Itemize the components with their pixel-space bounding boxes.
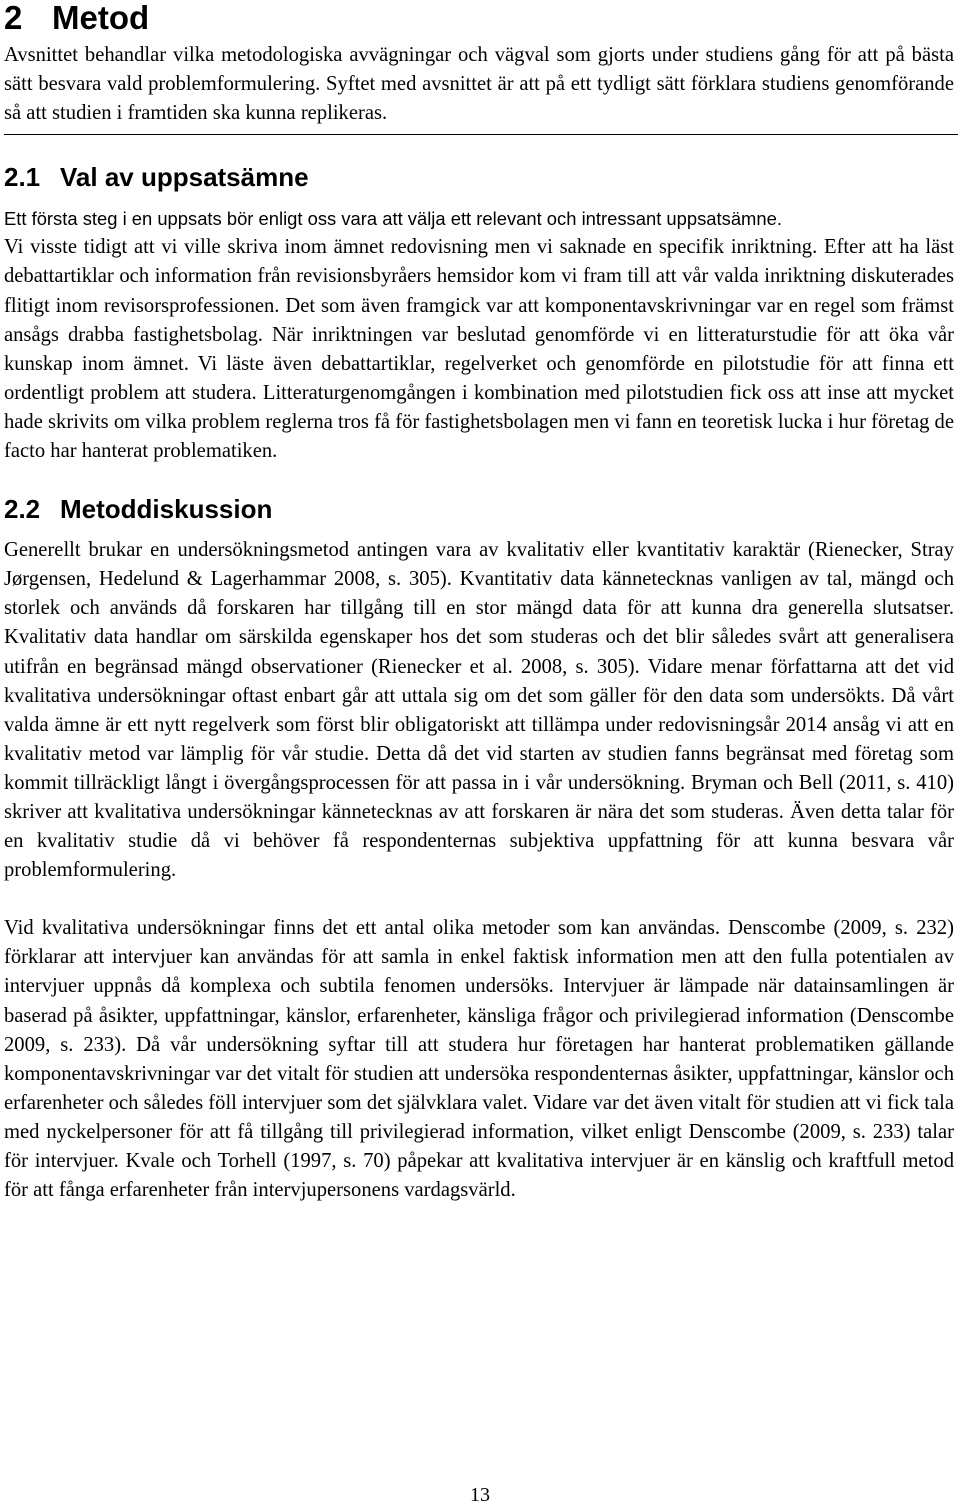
section-2-1-first-line: Ett första steg i en uppsats bör enligt oss vara att välja ett relevant och intressant uppsatsämne. [4, 208, 782, 230]
chapter-intro-paragraph: Avsnittet behandlar vilka metodologiska avvägningar och vägval som gjorts under studiens gång för att på bästa sätt besvara vald problemformulering. Syftet med avsnittet är att på ett tydligt sätt förklara studiens genomförande så att studien i framtiden ska kunna replikeras. [4, 44, 954, 125]
section-2-1-title: Val av uppsatsämne [60, 162, 309, 193]
chapter-number: 2 [4, 0, 23, 36]
section-2-2-paragraph-2: Vid kvalitativa undersökningar finns det ett antal olika metoder som kan användas. Denscombe (2009, s. 232) förklarar att intervjuer kan användas för att samla in enkel faktisk information men att den fulla potentialen av intervjuer uppnås då komplexa och subtila fenomen undersöks. Intervjuer är lämpade när datainsamlingen är baserad på åsikter, uppfattningar, känslor, erfarenheter, känsliga frågor och privilegierad information (Denscombe 2009, s. 233). Då vår undersökning syftar till att studera hur företagen har hanterat problematiken gällande komponentavskrivningar var det vitalt för studien att undersöka respondenternas åsikter, uppfattningar, känslor och erfarenheter och således föll intervjuer som det självklara valet. Vidare var det även vitalt för studien att vi fick tala med nyckelpersoner för att få tillgång till privilegierad information, vilket enligt Denscombe (2009, s. 233) talar för intervjuer. Kvale och Torhell (1997, s. 70) påpekar att kvalitativa intervjuer är en känslig och kraftfull metod för att fånga erfarenheter från intervjupersonens vardagsvärld. [4, 917, 954, 1202]
section-divider [4, 134, 958, 135]
document-page [4, 0, 954, 1205]
page-number: 13 [470, 1484, 490, 1506]
section-2-2-number: 2.2 [4, 494, 41, 525]
section-2-1-heading [4, 162, 954, 192]
chapter-title: Metod [52, 0, 150, 36]
section-2-2-title: Metoddiskussion [60, 494, 273, 525]
section-2-1-number: 2.1 [4, 162, 41, 193]
section-2-2-heading [4, 494, 954, 524]
section-2-2-paragraph-1: Generellt brukar en undersökningsmetod antingen vara av kvalitativ eller kvantitativ karaktär (Rienecker, Stray Jørgensen, Hedelund & Lagerhammar 2008, s. 305). Kvantitativ data kännetecknas vanligen av tal, mängd och storlek och används då forskaren har tillgång till en stor mängd data för att kunna dra generella slutsatser. Kvalitativ data handlar om särskilda egenskaper hos det som studeras och det blir således svårt att generalisera utifrån en begränsad mängd observationer (Rienecker et al. 2008, s. 305). Vidare menar författarna att det vid kvalitativa undersökningar oftast enbart går att uttala sig om det som gäller för den data som undersökts. Då vårt valda ämne är ett nytt regelverk som först blir obligatoriskt att tillämpa under redovisningsår 2014 ansåg vi att en kvalitativ metod var lämplig för vår studie. Detta då det vid starten av studien fanns begränsat med företag som kommit tillräckligt långt i övergångsprocessen för att passa in i vår undersökning. Bryman och Bell (2011, s. 410) skriver att kvalitativa undersökningar kännetecknas av att forskaren är nära det som studeras. Även detta talar för en kvalitativ studie då vi behöver få respondenternas subjektiva uppfattning för att kunna besvara vår problemformulering. [4, 539, 954, 882]
chapter-heading [4, 0, 954, 36]
section-2-1-paragraph: Vi visste tidigt att vi ville skriva inom ämnet redovisning men vi saknade en specifik inriktning. Efter att ha läst debattartiklar och information från revisionsbyråers hemsidor kom vi fram till att vår valda inriktning diskuterades flitigt inom revisorsprofessionen. Det som även framgick var att komponentavskrivningar var en regel som främst ansågs drabba fastighetsbolag. När inriktningen var beslutad genomförde vi en litteraturstudie för att öka vår kunskap inom ämnet. Vi läste även debattartiklar, regelverket och genomförde en pilotstudie för att finna ett ordentligt problem att studera. Litteraturgenomgången i kombination med pilotstudien fick oss att inse att mycket hade skrivits om vilka problem reglerna tros få för fastighetsbolagen men vi fann en teoretisk lucka i hur företag de facto har hanterat problematiken. [4, 236, 954, 463]
